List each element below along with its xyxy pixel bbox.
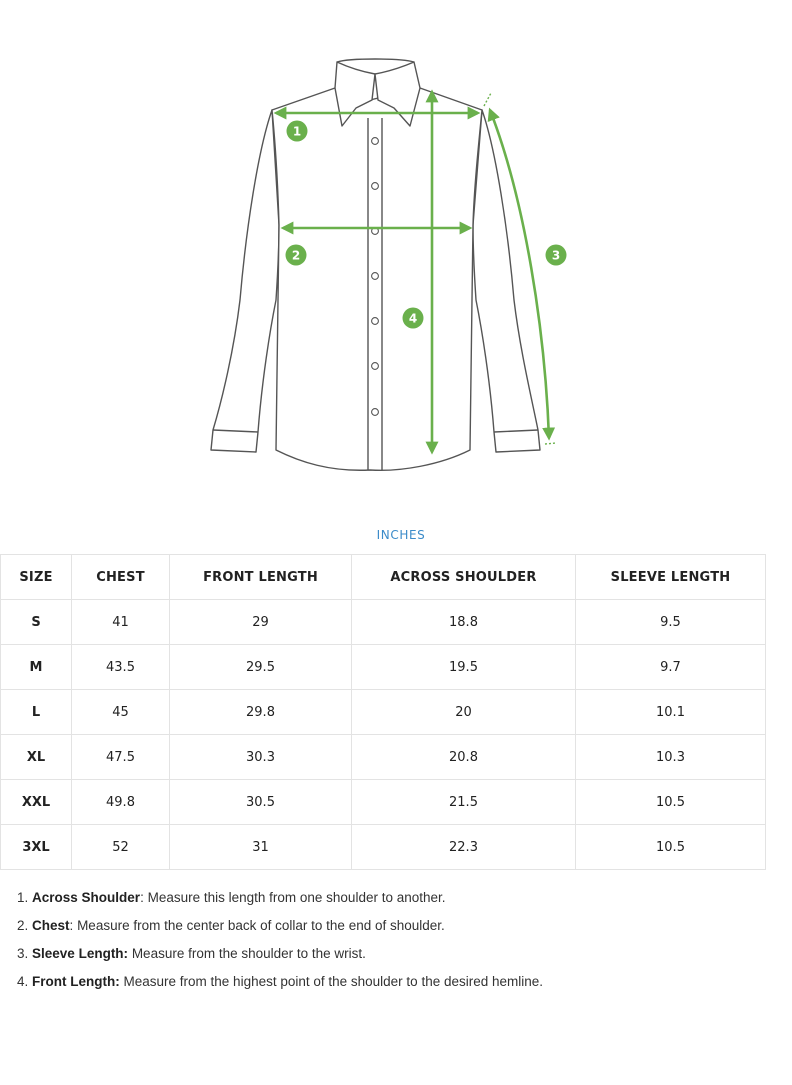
svg-text:4: 4 (408, 311, 418, 326)
size-cell: XL (1, 735, 72, 780)
across-shoulder-cell: 22.3 (352, 825, 576, 870)
across-shoulder-cell: 20 (352, 690, 576, 735)
collar-band (337, 59, 414, 62)
note-term: Chest (32, 918, 70, 933)
chest-cell: 52 (72, 825, 170, 870)
note-number: 1. (17, 890, 29, 905)
note-term: Front Length: (32, 974, 120, 989)
marker-2 (286, 245, 307, 266)
header-across-shoulder: ACROSS SHOULDER (352, 555, 576, 600)
size-cell: S (1, 600, 72, 645)
note-number: 3. (17, 946, 29, 961)
chest-cell: 45 (72, 690, 170, 735)
shirt-button (372, 318, 379, 325)
front-length-cell: 30.5 (170, 780, 352, 825)
unit-label: INCHES (376, 528, 426, 542)
marker-1 (287, 121, 308, 142)
chest-cell: 41 (72, 600, 170, 645)
header-sleeve-length: SLEEVE LENGTH (576, 555, 766, 600)
across-shoulder-cell: 19.5 (352, 645, 576, 690)
note-sleeve-length (17, 944, 777, 972)
shirt-measurement-diagram (0, 0, 792, 500)
note-separator: : (140, 890, 144, 905)
sleeve-length-cell: 10.3 (576, 735, 766, 780)
left-sleeve (211, 110, 279, 452)
shirt-button (372, 363, 379, 370)
table-row (1, 645, 766, 690)
front-length-cell: 31 (170, 825, 352, 870)
front-length-cell: 29 (170, 600, 352, 645)
header-size: SIZE (1, 555, 72, 600)
note-text: Measure from the shoulder to the wrist. (128, 946, 366, 961)
note-text: Measure from the center back of collar to the end of shoulder. (73, 918, 445, 933)
front-length-cell: 29.8 (170, 690, 352, 735)
measurement-notes (17, 888, 777, 1000)
note-number: 4. (17, 974, 29, 989)
marker-4 (403, 308, 424, 329)
size-cell: L (1, 690, 72, 735)
shirt-button (372, 138, 379, 145)
marker-3 (546, 245, 567, 266)
size-cell: 3XL (1, 825, 72, 870)
across-shoulder-cell: 21.5 (352, 780, 576, 825)
note-number: 2. (17, 918, 29, 933)
front-length-cell: 30.3 (170, 735, 352, 780)
chest-cell: 47.5 (72, 735, 170, 780)
size-chart-table (0, 554, 766, 870)
sleeve-length-cell: 9.7 (576, 645, 766, 690)
header-front-length: FRONT LENGTH (170, 555, 352, 600)
note-across-shoulder (17, 888, 777, 916)
note-term: Across Shoulder (32, 890, 141, 905)
table-row (1, 780, 766, 825)
sleeve-length-cell: 10.1 (576, 690, 766, 735)
table-row (1, 825, 766, 870)
note-text: Measure from the highest point of the shoulder to the desired hemline. (119, 974, 544, 989)
shirt-button (372, 183, 379, 190)
size-cell: XXL (1, 780, 72, 825)
table-header-row (1, 555, 766, 600)
table-row (1, 735, 766, 780)
chest-cell: 43.5 (72, 645, 170, 690)
note-term: Sleeve Length: (32, 946, 129, 961)
sleeve-length-cell: 10.5 (576, 825, 766, 870)
sleeve-dotted-top (484, 93, 491, 106)
note-separator: : (69, 918, 74, 933)
svg-text:2: 2 (291, 248, 301, 263)
note-text: Measure this length from one shoulder to another. (143, 890, 446, 905)
shirt-button (372, 409, 379, 416)
header-chest: CHEST (72, 555, 170, 600)
note-front-length (17, 972, 777, 1000)
across-shoulder-cell: 20.8 (352, 735, 576, 780)
svg-text:3: 3 (551, 248, 561, 263)
table-row (1, 690, 766, 735)
sleeve-dotted-bottom (545, 443, 556, 444)
shirt-button (372, 273, 379, 280)
across-shoulder-cell: 18.8 (352, 600, 576, 645)
note-chest (17, 916, 777, 944)
chest-cell: 49.8 (72, 780, 170, 825)
front-length-cell: 29.5 (170, 645, 352, 690)
size-cell: M (1, 645, 72, 690)
sleeve-length-cell: 10.5 (576, 780, 766, 825)
table-row (1, 600, 766, 645)
sleeve-length-cell: 9.5 (576, 600, 766, 645)
svg-text:1: 1 (292, 124, 302, 139)
